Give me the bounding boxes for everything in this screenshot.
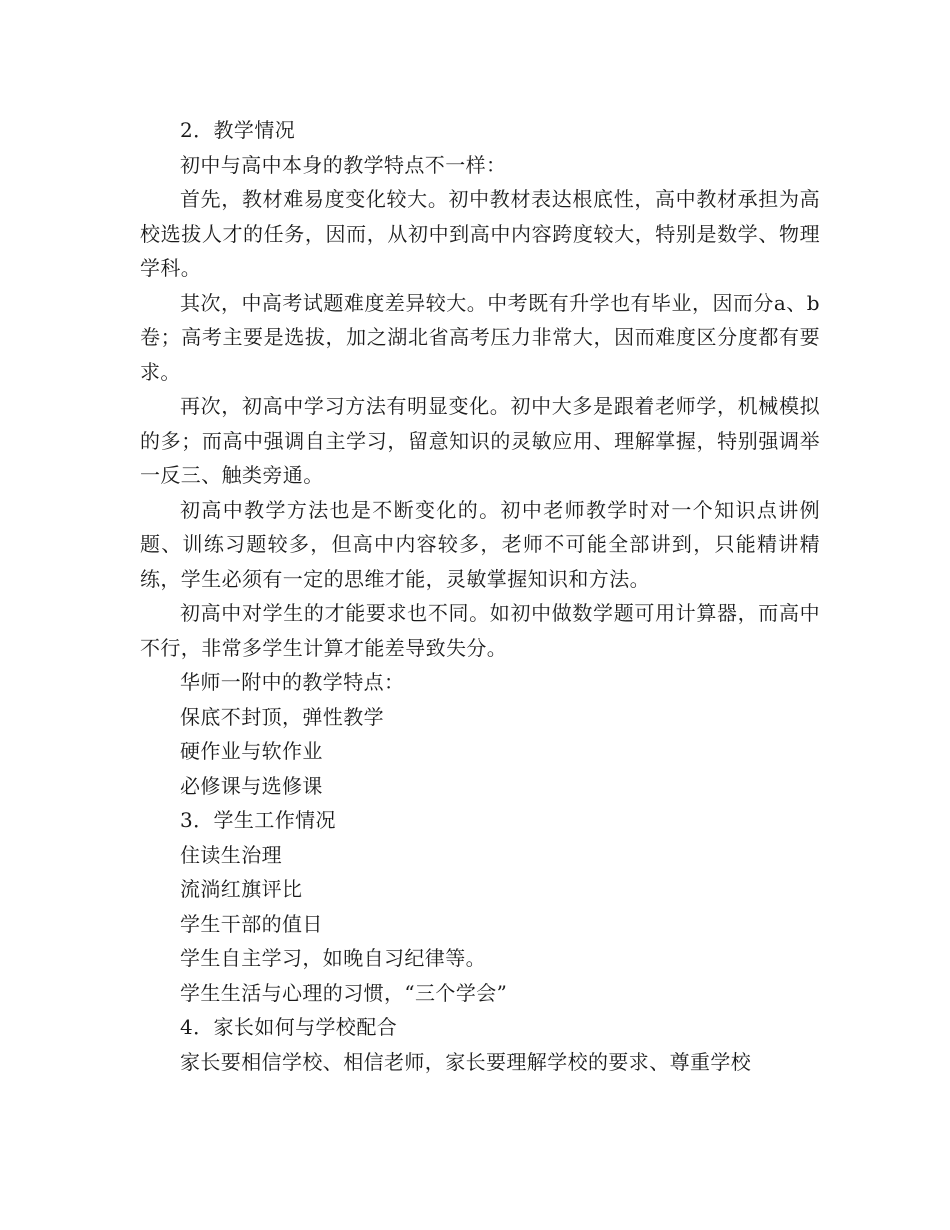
section-heading-students: 3．学生工作情况 [180,808,336,832]
paragraph-second: 其次，中高考试题难度差异较大。中考既有升学也有毕业，因而分a、b卷；高考主要是选拔，加之湖北省高考压力非常大，因而难度区分度都有要求。 [140,290,820,384]
list-heading-features: 华师一附中的教学特点： [180,670,405,694]
paragraph-third: 再次，初高中学习方法有明显变化。初中大多是跟着老师学，机械模拟的多；而高中强调自主学习，留意知识的灵敏应用、理解掌握，特别强调举一反三、触类旁通。 [140,394,820,487]
section-heading-teaching: 2．教学情况 [180,118,296,142]
list-item: 必修课与选修课 [180,773,323,798]
list-item: 硬作业与软作业 [180,739,323,763]
section-heading-parents: 4．家长如何与学校配合 [180,1015,398,1039]
list-item: 保底不封顶，弹性教学 [180,704,384,729]
paragraph-methods: 初高中教学方法也是不断变化的。初中老师教学时对一个知识点讲例题、训练习题较多，但高中内容较多，老师不可能全部讲到，只能精讲精练，学生必须有一定的思维才能，灵敏掌握知识和方法。 [140,497,820,591]
list-item: 住读生治理 [180,842,282,867]
paragraph-first: 首先，教材难易度变化较大。初中教材表达根底性，高中教材承担为高校选拔人才的任务，因而，从初中到高中内容跨度较大，特别是数学、物理学科。 [140,187,820,280]
list-item: 流淌红旗评比 [180,877,303,901]
paragraph-parents: 家长要相信学校、相信老师，家长要理解学校的要求、尊重学校 [180,1049,752,1074]
document-body [140,113,820,1079]
list-item: 学生生活与心理的习惯，“三个学会” [180,980,508,1005]
list-item: 学生干部的值日 [180,911,323,936]
paragraph-intro: 初中与高中本身的教学特点不一样： [180,152,507,177]
paragraph-abilities: 初高中对学生的才能要求也不同。如初中做数学题可用计算器，而高中不行，非常多学生计算才能差导致失分。 [140,601,820,660]
list-item: 学生自主学习，如晚自习纪律等。 [180,946,486,970]
